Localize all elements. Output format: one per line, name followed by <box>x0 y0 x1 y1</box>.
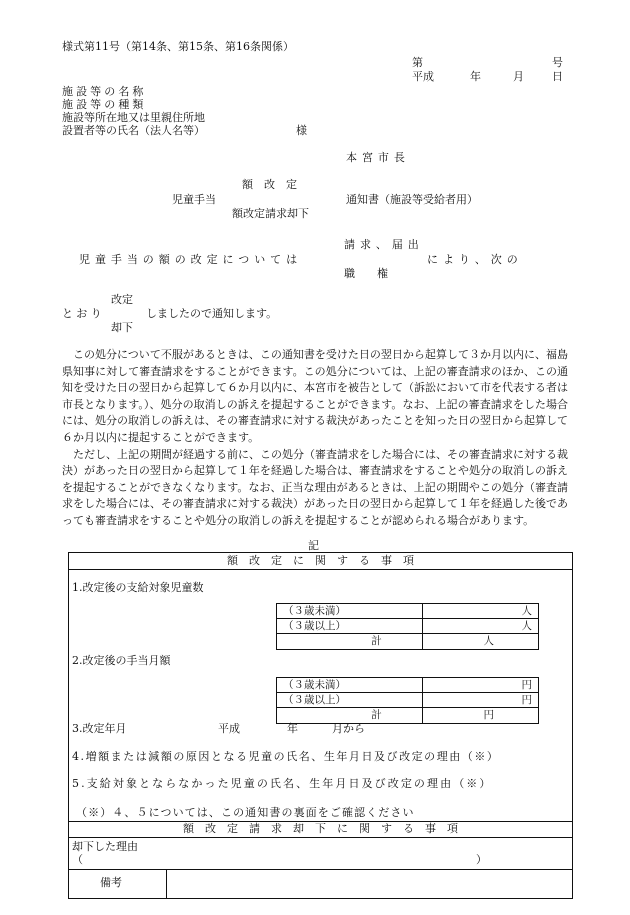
item3-label: 3.改定年月 <box>72 722 127 735</box>
statement-right: により、次の <box>427 253 523 266</box>
doc-number-prefix: 第 <box>412 56 423 69</box>
title-jido-teate: 児童手当 <box>172 193 216 206</box>
row-label: （３歳以上） <box>277 693 423 708</box>
statement-left: 児童手当の額の改定については <box>79 253 303 266</box>
reason-paren-close: ） <box>476 853 487 866</box>
row-unit: 円 <box>423 678 539 693</box>
statement-request-report: 請求、届出 <box>344 238 424 251</box>
child-count-table <box>276 603 539 650</box>
item3-era: 平成 <box>218 722 240 735</box>
title-notice-facility: 通知書（施設等受給者用） <box>346 193 478 206</box>
date-day-label: 日 <box>552 70 563 83</box>
row-label: 計 <box>277 708 423 723</box>
row-unit: 円 <box>423 693 539 708</box>
row-label: 計 <box>277 634 423 649</box>
note-reverse-side: （※）４、５については、この通知書の裏面をご確認ください <box>76 806 415 819</box>
item2-label: 2.改定後の手当月額 <box>72 654 171 667</box>
row-label: （３歳以上） <box>277 619 423 634</box>
row-unit: 人 <box>423 634 539 649</box>
doc-number-suffix: 号 <box>552 56 563 69</box>
date-year-label: 年 <box>470 70 481 83</box>
date-month-label: 月 <box>513 70 524 83</box>
table-row <box>277 708 539 723</box>
toori-kaitei: 改定 <box>111 293 133 306</box>
item1-label: 1.改定後の支給対象児童数 <box>72 581 204 594</box>
row-unit: 円 <box>423 708 539 723</box>
row-unit: 人 <box>423 604 539 619</box>
ki-label: 記 <box>308 539 319 552</box>
founder-name-label: 設置者等の氏名（法人名等） <box>62 124 205 137</box>
item3-month: 月から <box>332 722 365 735</box>
table-row <box>277 634 539 649</box>
monthly-amount-table <box>276 677 539 724</box>
honorific-sama: 様 <box>296 124 307 137</box>
toori-label: とおり <box>62 307 105 320</box>
facility-name-label: 施設等の名称 <box>62 85 147 98</box>
appeal-instructions <box>62 347 568 530</box>
table-row <box>277 693 539 708</box>
sender-mayor: 本宮市長 <box>346 151 410 164</box>
item4-label: 4.増額または減額の原因となる児童の氏名、生年月日及び改定の理由（※） <box>72 750 500 763</box>
appeal-paragraph-1: この処分について不服があるときは、この通知書を受けた日の翌日から起算して３か月以内に、福島県知事に対して審査請求をすることができます。この処分については、上記の審査請求のほか、この通知を受けた日の翌日から起算して６か月以内に、本宮市を被告として（訴訟において市を代表する者は市長となります。）、処分の取消しの訴えを提起することができます。なお、上記の審査請求をした場合には、処分の取消しの訴えは、その審査請求に対する裁決があったことを知った日の翌日から起算して６か月以内に提起することができます。 <box>62 348 568 444</box>
section-gaku-kaitei-heading: 額 改 定 に 関 す る 事 項 <box>227 554 414 567</box>
appeal-paragraph-2: ただし、上記の期間が経過する前に、この処分（審査請求をした場合には、その審査請求に対する裁決）があった日の翌日から起算して１年を経過した場合は、審査請求をすることや処分の取消しの訴えを提起することができなくなります。なお、正当な理由があるときは、上記の期間やこの処分（審査請求をした場合には、その審査請求に対する裁決）があった日の翌日から起算して１年を経過した後であっても審査請求をすることや処分の取消しの訴えを提起することが認められる場合があります。 <box>62 447 568 527</box>
title-request-rejection: 額改定請求却下 <box>232 207 309 220</box>
reason-paren-open: （ <box>72 853 83 866</box>
table-row <box>277 678 539 693</box>
toori-kyakka: 却下 <box>111 321 133 334</box>
row-label: （３歳未満） <box>277 678 423 693</box>
statement-ex-officio: 職 権 <box>344 267 388 280</box>
rejection-reason-label: 却下した理由 <box>72 840 138 853</box>
table-row <box>277 604 539 619</box>
facility-address-label: 施設等所在地又は里親住所地 <box>62 111 205 124</box>
table-row <box>277 619 539 634</box>
section-rejection-heading: 額 改 定 請 求 却 下 に 関 す る 事 項 <box>183 822 458 835</box>
row-unit: 人 <box>423 619 539 634</box>
toori-notice: しましたので通知します。 <box>146 307 278 320</box>
form-number: 様式第11号（第14条、第15条、第16条関係） <box>62 40 294 53</box>
item5-label: 5.支給対象とならなかった児童の氏名、生年月日及び改定の理由（※） <box>72 777 493 790</box>
title-gaku-kaitei: 額 改 定 <box>242 178 297 191</box>
remarks-label: 備考 <box>100 876 122 889</box>
row-label: （３歳未満） <box>277 604 423 619</box>
item3-year: 年 <box>287 722 298 735</box>
facility-type-label: 施設等の種類 <box>62 98 147 111</box>
date-era: 平成 <box>412 70 434 83</box>
